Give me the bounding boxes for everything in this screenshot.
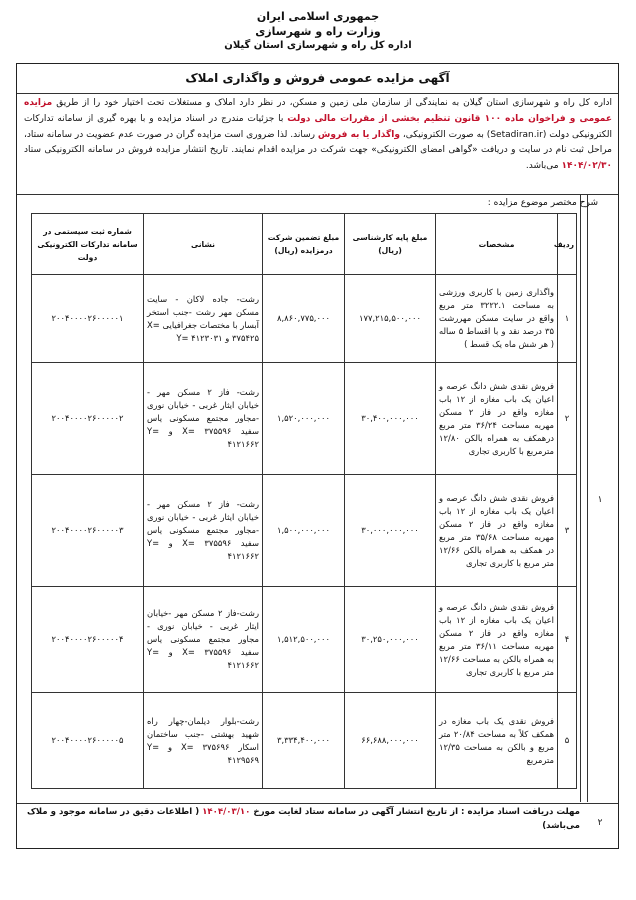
table-row	[32, 475, 577, 587]
row-reg-no: ۲۰۰۴۰۰۰۰۲۶۰۰۰۰۰۴	[32, 587, 144, 693]
intro-highlight-2: واگذار یا به فروش	[317, 129, 400, 140]
intro-text-3: رساند. لذا ضروری است مزایده گران در صورت عدم عضویت در سامانه ستاد، مراحل ثبت نام در سایت و دریافت «گواهی امضای الکترونیکی» جهت شرکت در مزایده اقدام نمایند. تاریخ انتشار مزایده فروش در سامانه الکترونیکی ستاد	[24, 129, 612, 156]
row-reg-no: ۲۰۰۴۰۰۰۰۲۶۰۰۰۰۰۲	[32, 363, 144, 475]
row-spec: فروش نقدی شش دانگ عرصه و اعیان یک باب مغازه از ۱۲ باب مغازه واقع در فاز ۲ مسکن مهربه مساحت ۳۶/۲۴ متر مربع درهمکف به همراه بالکن ۱۲/۸۰ مترمربع با کاربری تجاری	[436, 363, 558, 475]
row-base-price: ۶۶,۶۸۸,۰۰۰,۰۰۰	[345, 693, 436, 789]
row-guarantee: ۸,۸۶۰,۷۷۵,۰۰۰	[263, 275, 345, 363]
header-spec-col: مشخصات	[436, 214, 558, 275]
row-base-price: ۳۰,۰۰۰,۰۰۰,۰۰۰	[345, 475, 436, 587]
row-base-price: ۳۰,۴۰۰,۰۰۰,۰۰۰	[345, 363, 436, 475]
intro-text-1: اداره کل راه و شهرسازی استان گیلان به نمایندگی از سازمان ملی زمین و مسکن، در نظر دارد املاک و مستغلات تحت اختیار خود را از طریق	[56, 98, 612, 108]
deadline-date: ۱۴۰۴/۰۳/۱۰	[202, 807, 251, 817]
header-base-price-col: مبلغ پایه کارشناسی (ریال)	[345, 214, 436, 275]
header-row-col: ردیف	[558, 214, 577, 275]
outer-divider-2	[580, 194, 581, 802]
header-line-1: جمهوری اسلامی ایران	[256, 10, 380, 23]
row-base-price: ۳۰,۲۵۰,۰۰۰,۰۰۰	[345, 587, 436, 693]
intro-highlight-1: مزایده عمومی و فراخوان ماده ۱۰۰ قانون تنظیم بخشی از مقررات مالی دولت	[24, 98, 612, 124]
table-row	[32, 587, 577, 693]
row-guarantee: ۱,۵۲۰,۰۰۰,۰۰۰	[263, 363, 345, 475]
header-line-3: اداره کل راه و شهرسازی استان گیلان	[224, 40, 412, 51]
row-address: رشت-فاز ۲ مسکن مهر -خیابان ایثار غربی - خیابان نوری - مجاور مجتمع مسکونی یاس سفید X= ۳۷۵۵۹۶ و Y= ۴۱۲۱۶۶۲	[144, 587, 263, 693]
notice-title: آگهی مزایده عمومی فروش و واگذاری املاک	[17, 64, 618, 94]
row-address: رشت- فاز ۲ مسکن مهر - خیابان ایثار غربی - خیابان نوری -مجاور مجتمع مسکونی یاس سفید X= ۳۷۵۵۹۶ و Y= ۴۱۲۱۶۶۲	[144, 363, 263, 475]
header-line-2: وزارت راه و شهرسازی	[255, 25, 381, 38]
row-spec: فروش نقدی شش دانگ عرصه و اعیان یک باب مغازه از ۱۲ باب مغازه واقع در فاز ۲ مسکن مهربه مساحت ۳۵/۶۸ متر مربع در همکف به همراه بالکن ۱۲/۶۶ متر مربع با کاربری تجاری	[436, 475, 558, 587]
table-row	[32, 363, 577, 475]
intro-text-2: با جزئیات مندرج در اسناد مزایده و با بهره گیری از سامانه تدارکات الکترونیکی دولت (Setadiran.ir) به صورت الکترونیکی،	[24, 113, 612, 140]
deadline-label: مهلت دریافت اسناد مزایده : از تاریخ انتشار آگهی در سامانه ستاد لغایت مورخ	[253, 807, 580, 817]
header-reg-no-col: شماره ثبت سیستمی در سامانه تدارکات الکترونیکی دولت	[32, 214, 144, 275]
row-spec: فروش نقدی یک باب مغازه در همکف کلاً به مساحت ۲۰/۸۴ متر مربع و بالکن به مساحت ۱۲/۳۵ مترمربع	[436, 693, 558, 789]
table-row	[32, 275, 577, 363]
table-header-row	[32, 214, 577, 275]
row-number: ۴	[558, 587, 577, 693]
intro-paragraph	[24, 96, 612, 192]
row-base-price: ۱۷۷,۲۱۵,۵۰۰,۰۰۰	[345, 275, 436, 363]
section-caption: شرح مختصر موضوع مزایده :	[487, 198, 598, 208]
row-reg-no: ۲۰۰۴۰۰۰۰۲۶۰۰۰۰۰۵	[32, 693, 144, 789]
row-number: ۱	[558, 275, 577, 363]
row-address: رشت-بلوار دیلمان-چهار راه شهید بهشتی -جنب ساختمان اسکار X= ۳۷۵۶۹۶ و Y= ۴۱۲۹۵۶۹	[144, 693, 263, 789]
row-spec: فروش نقدی شش دانگ عرصه و اعیان یک باب مغازه از ۱۲ باب مغازه واقع در فاز ۲ مسکن مهربه مساحت ۳۶/۱۱ متر مربع به همراه بالکن به مساحت ۱۲/۶۶ متر مربع با کاربری تجاری	[436, 587, 558, 693]
row-number: ۲	[558, 363, 577, 475]
outer-row-number-1: ۱	[597, 495, 603, 505]
row-guarantee: ۳,۳۳۴,۴۰۰,۰۰۰	[263, 693, 345, 789]
row-guarantee: ۱,۵۰۰,۰۰۰,۰۰۰	[263, 475, 345, 587]
row-guarantee: ۱,۵۱۲,۵۰۰,۰۰۰	[263, 587, 345, 693]
row-number: ۳	[558, 475, 577, 587]
row-reg-no: ۲۰۰۴۰۰۰۰۲۶۰۰۰۰۰۳	[32, 475, 144, 587]
outer-divider-1	[587, 194, 588, 802]
row-reg-no: ۲۰۰۴۰۰۰۰۲۶۰۰۰۰۰۱	[32, 275, 144, 363]
row-address: رشت- فاز ۲ مسکن مهر - خیابان ایثار غربی - خیابان نوری -مجاور مجتمع مسکونی یاس سفید X= ۳۷۵۵۹۶ و Y= ۴۱۲۱۶۶۲	[144, 475, 263, 587]
row-address: رشت- جاده لاکان - سایت مسکن مهر رشت -جنب استخر آبسار با مختصات جغرافیایی X= ۳۷۵۴۲۵ و Y= ۴۱۲۳۰۳۱	[144, 275, 263, 363]
header-guarantee-col: مبلغ تضمین شرکت درمزایده (ریال)	[263, 214, 345, 275]
row-number: ۵	[558, 693, 577, 789]
intro-text-4: می‌باشد.	[525, 161, 559, 172]
outer-row-number-2: ۲	[597, 818, 603, 828]
deadline-text	[24, 805, 580, 833]
row-spec: واگذاری زمین با کاربری ورزشی به مساحت ۳۲۲۲.۱ متر مربع واقع در سایت مسکن مهررشت ۳۵ درصد نقد و با اقساط ۵ ساله ( هر شش ماه یک قسط )	[436, 275, 558, 363]
deadline-note: ( اطلاعات دقیق در سامانه موجود و ملاک می‌باشد)	[26, 807, 580, 831]
intro-publish-date: ۱۴۰۴/۰۲/۳۰	[561, 161, 612, 172]
items-table	[31, 213, 577, 789]
header-address-col: نشانی	[144, 214, 263, 275]
table-row	[32, 693, 577, 789]
